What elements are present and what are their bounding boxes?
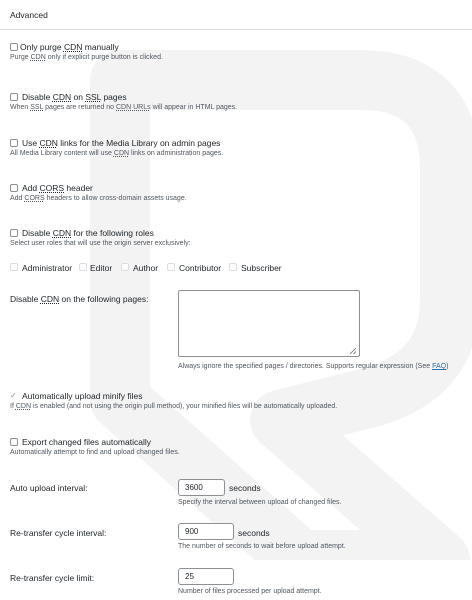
disable-ssl-checkbox[interactable] — [10, 93, 18, 101]
media-library-label[interactable]: Use CDN links for the Media Library on admin pages — [22, 138, 221, 148]
disable-roles-checkbox[interactable] — [10, 229, 18, 237]
minify-upload-check-icon[interactable]: ✓ — [10, 391, 17, 400]
role-administrator-checkbox[interactable] — [10, 263, 18, 271]
disable-pages-help: Always ignore the specified pages / directories. Supports regular expression (See FAQ) — [178, 363, 449, 370]
auto-upload-interval-unit: seconds — [229, 483, 261, 493]
role-administrator-label[interactable]: Administrator — [22, 263, 73, 273]
role-author-checkbox[interactable] — [121, 263, 129, 271]
cors-label[interactable]: Add CORS header — [22, 183, 93, 193]
role-contributor-label[interactable]: Contributor — [179, 263, 222, 273]
export-changed-label[interactable]: Export changed files automatically — [22, 437, 151, 447]
purge-manual-label[interactable]: Only purge CDN manually — [20, 42, 119, 52]
media-library-description: All Media Library content will use CDN links on administration pages. — [10, 150, 224, 157]
role-subscriber-label[interactable]: Subscriber — [241, 263, 282, 273]
purge-manual-checkbox[interactable] — [10, 43, 18, 51]
auto-upload-interval-description: Specify the interval between upload of changed files. — [178, 499, 342, 506]
auto-upload-interval-label: Auto upload interval: — [10, 483, 88, 493]
disable-ssl-description: When SSL pages are returned no CDN URLs will appear in HTML pages. — [10, 104, 238, 111]
textarea-resize-handle[interactable] — [350, 348, 356, 354]
media-library-checkbox[interactable] — [10, 139, 18, 147]
faq-link[interactable]: FAQ — [432, 363, 447, 370]
advanced-panel-header[interactable] — [0, 0, 472, 30]
export-changed-checkbox[interactable] — [10, 438, 18, 446]
cors-checkbox[interactable] — [10, 184, 18, 192]
disable-roles-description: Select user roles that will use the origin server exclusively: — [10, 240, 191, 247]
disable-pages-textarea[interactable] — [178, 290, 360, 357]
retransfer-limit-label: Re-transfer cycle limit: — [10, 573, 95, 583]
purge-manual-description: Purge CDN only if explicit purge button is clicked. — [10, 54, 163, 61]
disable-pages-label: Disable CDN on the following pages: — [10, 294, 149, 304]
disable-ssl-label[interactable]: Disable CDN on SSL pages — [22, 92, 127, 102]
retransfer-limit-input[interactable]: 25 — [178, 568, 234, 585]
retransfer-interval-label: Re-transfer cycle interval: — [10, 528, 107, 538]
retransfer-limit-description: Number of files processed per upload attempt. — [178, 588, 322, 595]
role-subscriber-checkbox[interactable] — [229, 263, 237, 271]
minify-upload-label[interactable]: Automatically upload minify files — [22, 391, 143, 401]
export-changed-description: Automatically attempt to find and upload changed files. — [10, 449, 180, 456]
retransfer-interval-description: The number of seconds to wait before upload attempt. — [178, 543, 346, 550]
panel-title: Advanced — [10, 10, 48, 20]
disable-roles-label[interactable]: Disable CDN for the following roles — [22, 228, 154, 238]
role-author-label[interactable]: Author — [133, 263, 159, 273]
retransfer-interval-unit: seconds — [238, 528, 270, 538]
role-editor-checkbox[interactable] — [79, 263, 87, 271]
cors-description: Add CORS headers to allow cross-domain assets usage. — [10, 195, 187, 202]
retransfer-interval-input[interactable]: 900 — [178, 523, 234, 540]
role-editor-label[interactable]: Editor — [90, 263, 113, 273]
minify-upload-description: If CDN is enabled (and not using the origin pull method), your minified files will be automatically uploaded. — [10, 403, 338, 410]
auto-upload-interval-input[interactable]: 3600 — [178, 479, 225, 496]
role-contributor-checkbox[interactable] — [167, 263, 175, 271]
